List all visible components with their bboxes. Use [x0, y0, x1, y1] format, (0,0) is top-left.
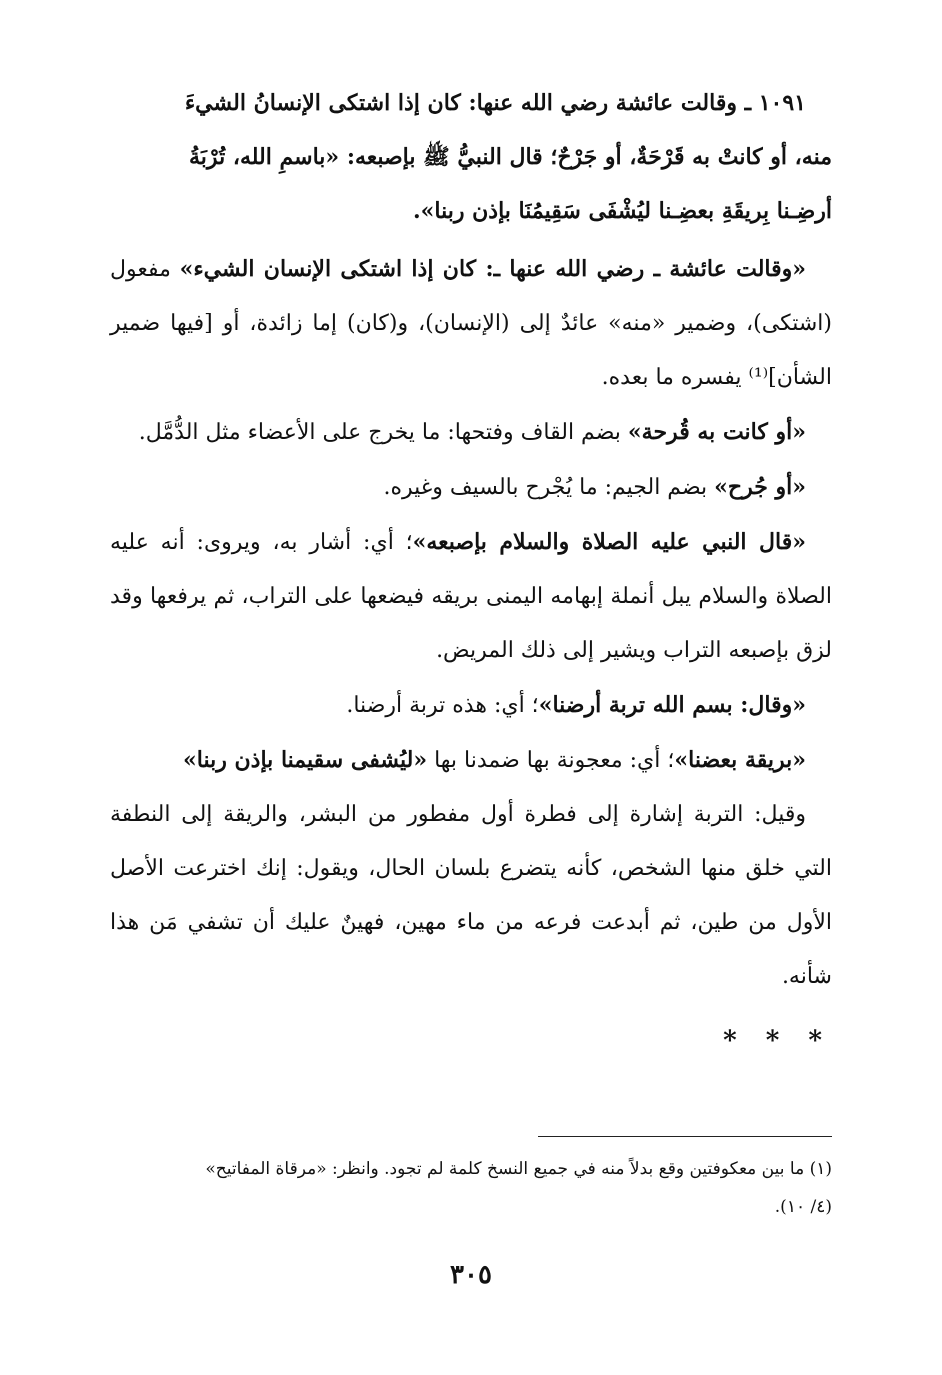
- commentary-text-1: مفعول (اشتكى)، وضمير «منه» عائدٌ إلى (الإنسان)، و(كان) إما زائدة، أو [فيها ضمير الشأن]⁽¹⁾ يفسره ما بعده.: [110, 257, 832, 390]
- footnote-divider: [538, 1136, 832, 1137]
- hadith-text: [110, 76, 832, 238]
- commentary-text-2: بضم القاف وفتحها: ما يخرج على الأعضاء مثل الدُّمَّل.: [138, 420, 621, 445]
- commentary-text-5: ؛ أي: هذه تربة أرضنا.: [346, 693, 539, 718]
- lemma-3: «أو جُرح»: [714, 474, 806, 500]
- commentary-text-3: بضم الجيم: ما يُجْرح بالسيف وغيره.: [383, 475, 708, 500]
- lemma-4: «قال النبي عليه الصلاة والسلام بإصبعه»: [412, 529, 806, 555]
- footnote-line-1: (١) ما بين معكوفتين وقع بدلاً منه في جميع النسخ كلمة لم تجود. وانظر: «مرقاة المفاتيح»: [205, 1159, 832, 1179]
- lemma-6: «بريقة بعضنا»: [674, 747, 806, 773]
- hadith-line-3: أرضِـنا بِريقَةِ بعضِـنا ليُشْفَى سَقِيمُنَا بإذن ربنا».: [412, 198, 832, 224]
- commentary-text-4: ؛ أي: أشار به، ويروى: أنه عليه الصلاة والسلام يبل أنملة إبهامه اليمنى بريقه فيضعها على التراب، ثم يرفعها وقد لزق بإصبعه التراب ويشير إلى ذلك المريض.: [110, 530, 832, 663]
- commentary-paragraph-6: [110, 733, 832, 788]
- section-separator: * * *: [723, 1026, 832, 1056]
- hadith-line-2: منه، أو كانتْ به قَرْحَةٌ، أو جَرْحٌ؛ قال النبيُّ ﷺ بإصبعه: «باسمِ الله، تُرْبَةُ: [189, 144, 832, 170]
- lemma-5: «وقال: بسم الله تربة أرضنا»: [538, 692, 806, 718]
- page-body: [110, 76, 832, 1096]
- lemma-2: «أو كانت به قُرحة»: [627, 419, 806, 445]
- commentary-text-6: ؛ أي: معجونة بها ضمدنا بها: [434, 748, 675, 773]
- page-number: ٣٠٥: [450, 1260, 492, 1290]
- footnote: [110, 1150, 832, 1226]
- commentary-paragraph-2: [110, 405, 832, 460]
- hadith-line-1: ١٠٩١ ـ وقالت عائشة رضي الله عنها: كان إذا اشتكى الإنسانُ الشيءَ: [184, 90, 806, 116]
- lemma-6b: «ليُشفى سقيمنا بإذن ربنا»: [183, 747, 428, 773]
- commentary-paragraph-5: [110, 678, 832, 733]
- commentary-paragraph-7: وقيل: التربة إشارة إلى فطرة أول مفطور من البشر، والريقة إلى النطفة التي خلق منها الشخص، كأنه يتضرع بلسان الحال، ويقول: إنك اخترعت الأصل الأول من طين، ثم أبدعت فرعه من ماء مهين، فهينٌ عليك أن تشفي مَن هذا شأنه.: [110, 802, 832, 989]
- commentary-paragraph-4: [110, 515, 832, 678]
- commentary-paragraph-3: [110, 460, 832, 515]
- footnote-line-2: (٤/ ١٠).: [774, 1197, 832, 1217]
- lemma-1: «وقالت عائشة ـ رضي الله عنها ـ: كان إذا اشتكى الإنسان الشيء»: [179, 256, 806, 282]
- commentary-paragraph-1: [110, 242, 832, 405]
